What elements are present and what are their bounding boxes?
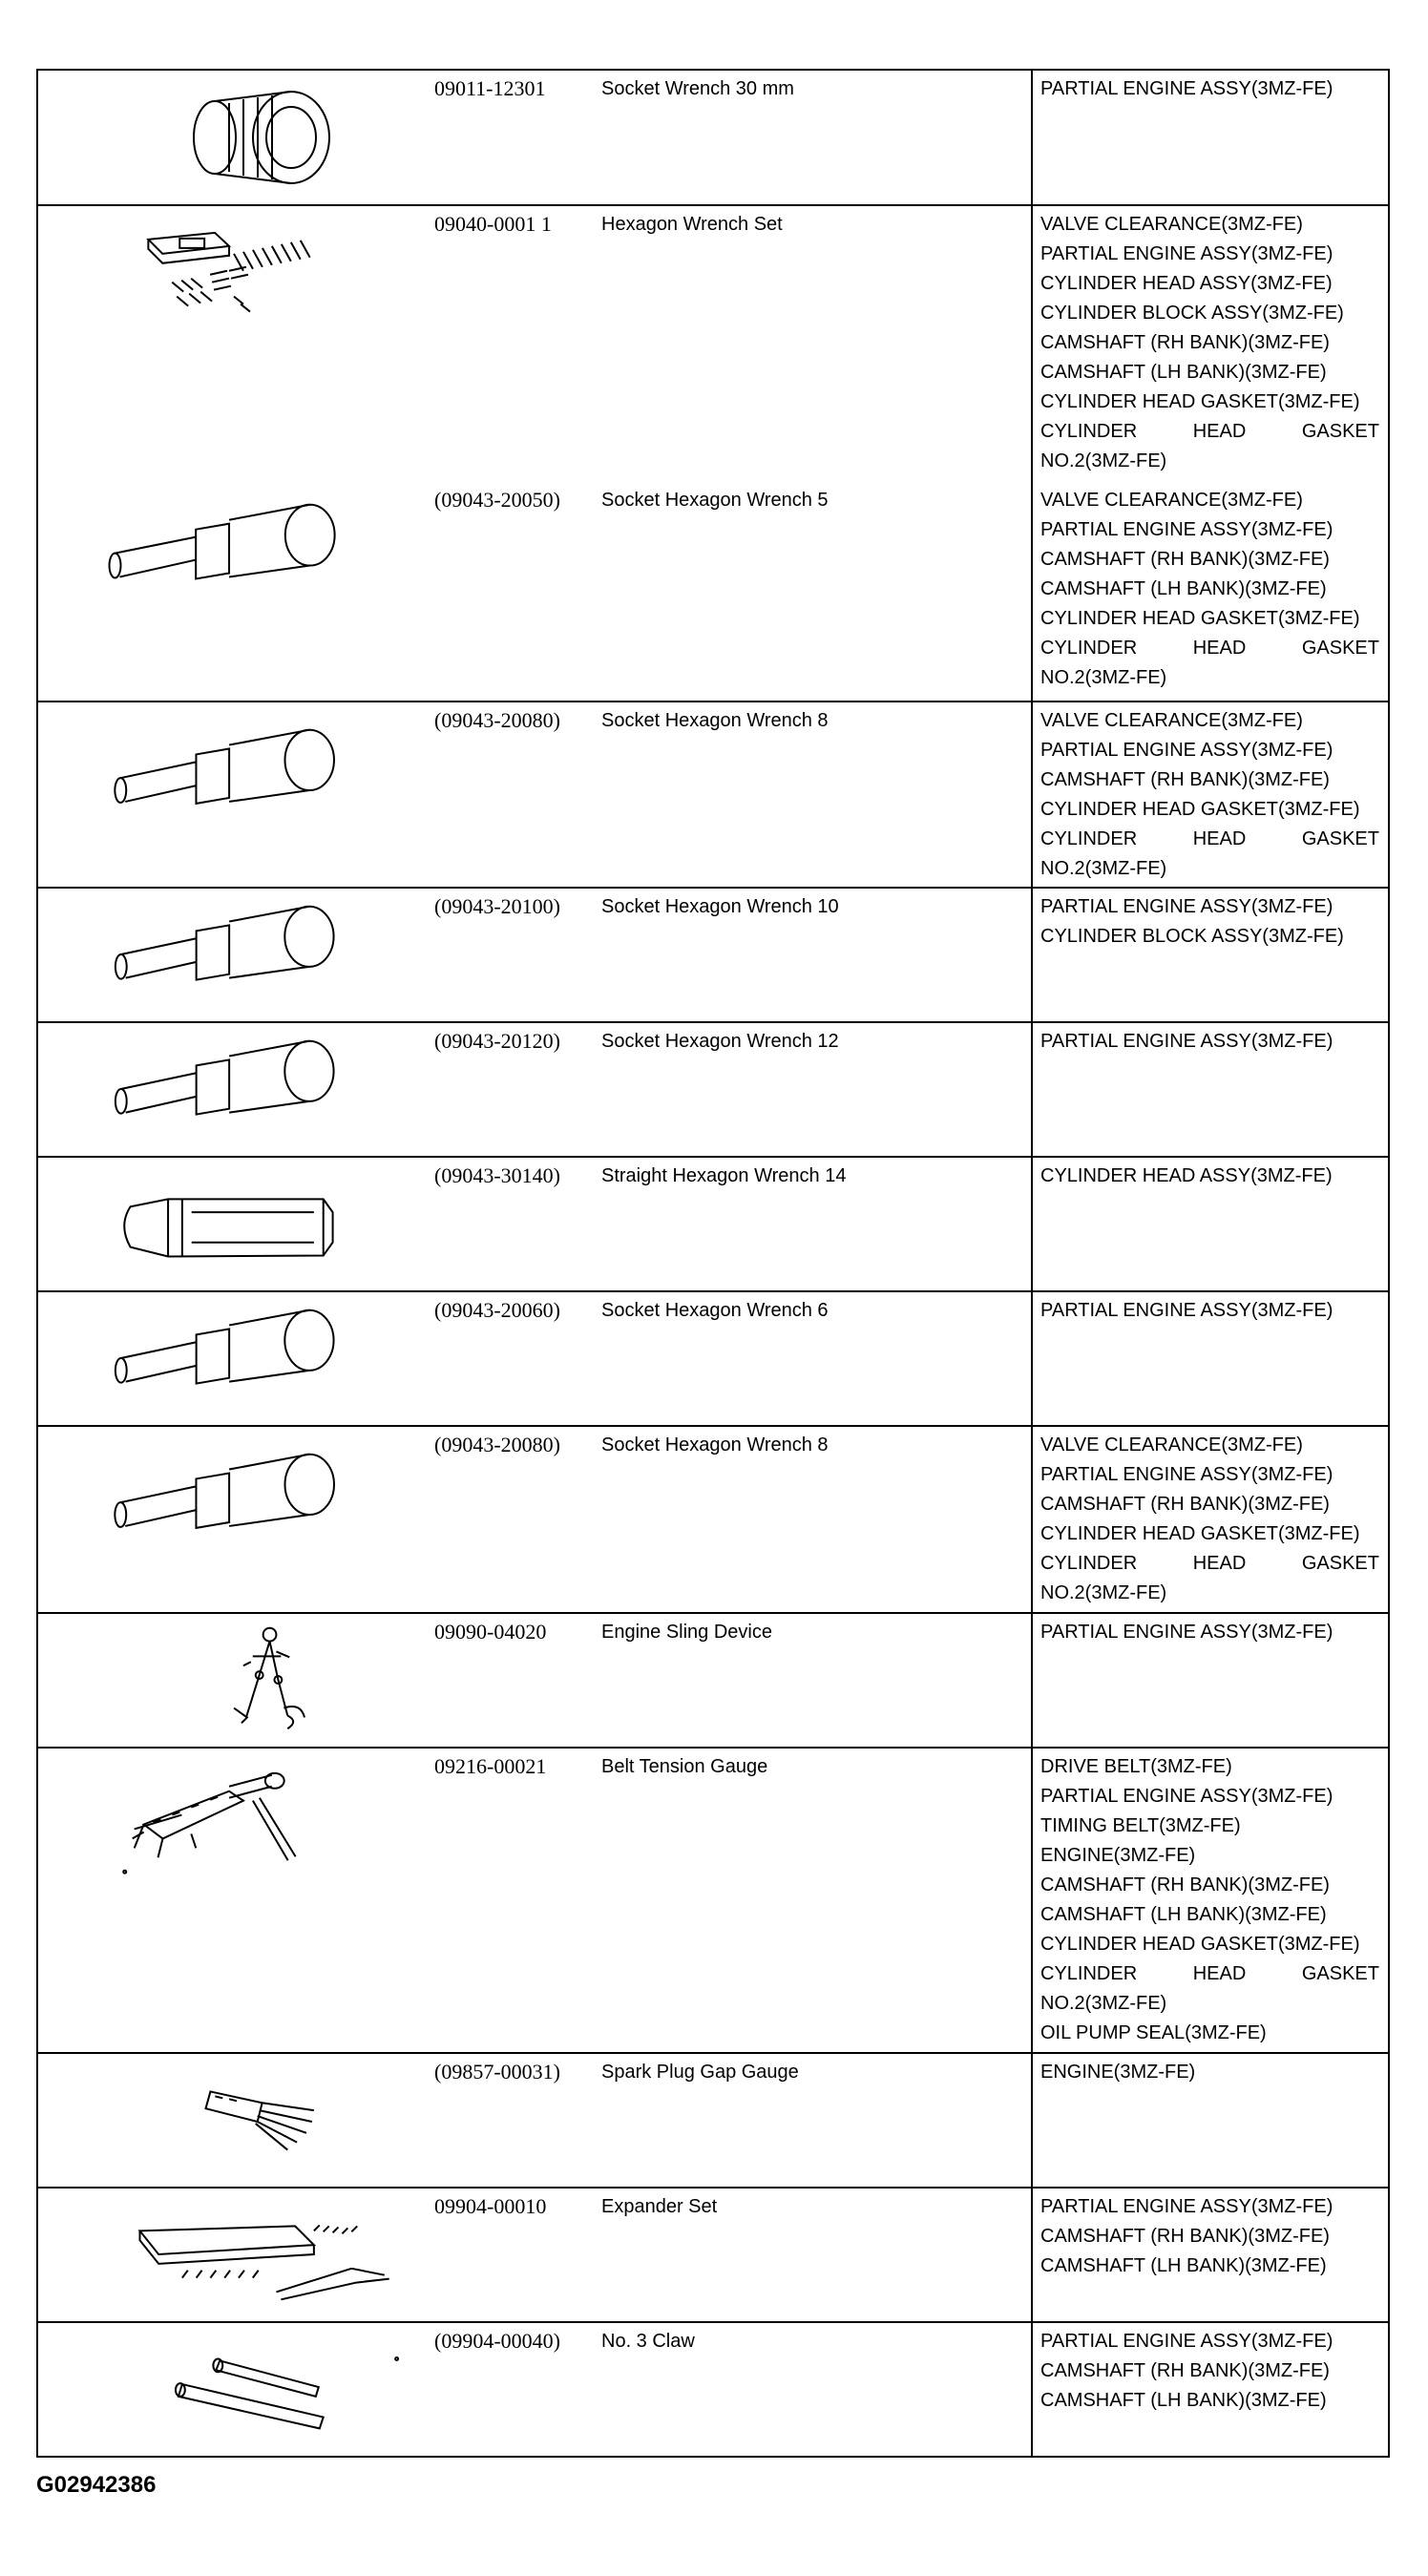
use-item: CAMSHAFT (LH BANK)(3MZ-FE) <box>1040 2390 1327 2411</box>
uses-list <box>1040 706 1379 884</box>
tool-name: Socket Hexagon Wrench 10 <box>601 896 839 917</box>
tool-name: Socket Hexagon Wrench 6 <box>601 1300 829 1321</box>
use-item: CYLINDER HEAD GASKET(3MZ-FE) <box>1040 1934 1360 1955</box>
table-row <box>38 1290 1388 1425</box>
use-item: PARTIAL ENGINE ASSY(3MZ-FE) <box>1040 1464 1334 1485</box>
uses-list <box>1040 1162 1379 1191</box>
uses-list <box>1040 1752 1379 2048</box>
use-item: CYLINDER HEAD GASKET(3MZ-FE) <box>1040 799 1360 820</box>
tool-name: Socket Hexagon Wrench 5 <box>601 490 829 511</box>
tool-name: Engine Sling Device <box>601 1622 772 1643</box>
special-service-tools-table <box>36 69 1390 2458</box>
table-row <box>38 1156 1388 1290</box>
use-item: CYLINDER BLOCK ASSY(3MZ-FE) <box>1040 303 1344 324</box>
use-item: CYLINDER HEAD GASKET <box>1040 1963 1379 1984</box>
uses-list <box>1040 1296 1379 1326</box>
use-item: PARTIAL ENGINE ASSY(3MZ-FE) <box>1040 78 1334 99</box>
socket-wrench-illustration <box>38 71 439 204</box>
uses-list <box>1040 210 1379 476</box>
table-row <box>38 204 1388 701</box>
table-row <box>38 2187 1388 2321</box>
socket-hexagon-wrench-illustration <box>38 1023 439 1156</box>
use-item: CAMSHAFT (RH BANK)(3MZ-FE) <box>1040 1874 1330 1895</box>
tool-name: Spark Plug Gap Gauge <box>601 2062 799 2083</box>
use-item: NO.2(3MZ-FE) <box>1040 667 1167 688</box>
use-item: CYLINDER HEAD GASKET(3MZ-FE) <box>1040 608 1360 629</box>
use-item: DRIVE BELT(3MZ-FE) <box>1040 1756 1232 1777</box>
tool-name: Hexagon Wrench Set <box>601 214 783 235</box>
use-item: CAMSHAFT (RH BANK)(3MZ-FE) <box>1040 2360 1330 2381</box>
claw-illustration <box>38 2323 439 2456</box>
uses-list <box>1040 1027 1379 1057</box>
use-item: ENGINE(3MZ-FE) <box>1040 1845 1196 1866</box>
tool-name: Socket Hexagon Wrench 8 <box>601 710 829 731</box>
tool-name: Socket Hexagon Wrench 8 <box>601 1435 829 1456</box>
use-item: NO.2(3MZ-FE) <box>1040 858 1167 879</box>
part-number: (09043-20080) <box>434 708 560 732</box>
use-item: PARTIAL ENGINE ASSY(3MZ-FE) <box>1040 519 1334 540</box>
part-number: (09043-20060) <box>434 1298 560 1322</box>
tool-name: Belt Tension Gauge <box>601 1756 768 1777</box>
use-item: CAMSHAFT (RH BANK)(3MZ-FE) <box>1040 549 1330 570</box>
belt-tension-gauge-illustration <box>38 1749 439 2052</box>
use-item: CYLINDER HEAD GASKET <box>1040 638 1379 659</box>
use-item: CYLINDER HEAD GASKET(3MZ-FE) <box>1040 391 1360 412</box>
uses-list <box>1040 1431 1379 1608</box>
use-item: CYLINDER HEAD ASSY(3MZ-FE) <box>1040 273 1333 294</box>
tool-name: No. 3 Claw <box>601 2331 695 2352</box>
use-item: PARTIAL ENGINE ASSY(3MZ-FE) <box>1040 896 1334 917</box>
hexagon-wrench-set-illustration <box>38 206 439 701</box>
use-item: NO.2(3MZ-FE) <box>1040 1582 1167 1603</box>
straight-hexagon-wrench-illustration <box>38 1158 439 1290</box>
table-row <box>38 1425 1388 1612</box>
use-item: CYLINDER BLOCK ASSY(3MZ-FE) <box>1040 926 1344 947</box>
engine-sling-device-illustration <box>38 1614 439 1747</box>
use-item: OIL PUMP SEAL(3MZ-FE) <box>1040 2022 1267 2043</box>
part-number: (09043-20120) <box>434 1029 560 1053</box>
tool-name: Expander Set <box>601 2196 718 2217</box>
table-row <box>38 71 1388 204</box>
table-row <box>38 887 1388 1021</box>
use-item: NO.2(3MZ-FE) <box>1040 1993 1167 2014</box>
use-item: PARTIAL ENGINE ASSY(3MZ-FE) <box>1040 1786 1334 1807</box>
part-number: 09011-12301 <box>434 76 546 100</box>
socket-hexagon-wrench-illustration <box>38 702 439 887</box>
use-item: CYLINDER HEAD ASSY(3MZ-FE) <box>1040 1165 1333 1186</box>
use-item: VALVE CLEARANCE(3MZ-FE) <box>1040 710 1303 731</box>
uses-list <box>1040 74 1379 104</box>
part-number: 09040-0001 1 <box>434 212 552 236</box>
uses-list <box>1040 2058 1379 2087</box>
use-item: PARTIAL ENGINE ASSY(3MZ-FE) <box>1040 243 1334 264</box>
use-item: CAMSHAFT (LH BANK)(3MZ-FE) <box>1040 2255 1327 2276</box>
tool-name: Straight Hexagon Wrench 14 <box>601 1165 847 1186</box>
table-row <box>38 1612 1388 1747</box>
table-row <box>38 2052 1388 2187</box>
use-item: PARTIAL ENGINE ASSY(3MZ-FE) <box>1040 1031 1334 1052</box>
use-item: CAMSHAFT (RH BANK)(3MZ-FE) <box>1040 1494 1330 1515</box>
uses-list <box>1040 2327 1379 2416</box>
uses-list <box>1040 486 1379 693</box>
tool-name: Socket Wrench 30 mm <box>601 78 794 99</box>
use-item: CAMSHAFT (LH BANK)(3MZ-FE) <box>1040 362 1327 383</box>
part-number: (09043-20050) <box>434 488 560 512</box>
use-item: TIMING BELT(3MZ-FE) <box>1040 1815 1241 1836</box>
use-item: CYLINDER HEAD GASKET(3MZ-FE) <box>1040 1523 1360 1544</box>
use-item: PARTIAL ENGINE ASSY(3MZ-FE) <box>1040 1622 1334 1643</box>
expander-set-illustration <box>38 2189 439 2321</box>
part-number: 09090-04020 <box>434 1620 547 1644</box>
use-item: CYLINDER HEAD GASKET <box>1040 1553 1379 1574</box>
part-number: (09043-20080) <box>434 1433 560 1456</box>
use-item: CYLINDER HEAD GASKET <box>1040 421 1379 442</box>
part-number: (09043-30140) <box>434 1163 560 1187</box>
use-item: CAMSHAFT (LH BANK)(3MZ-FE) <box>1040 578 1327 599</box>
uses-list <box>1040 892 1379 952</box>
table-row <box>38 2321 1388 2456</box>
socket-hexagon-wrench-illustration <box>38 1292 439 1425</box>
use-item: CYLINDER HEAD GASKET <box>1040 828 1379 849</box>
table-row <box>38 1747 1388 2052</box>
use-item: VALVE CLEARANCE(3MZ-FE) <box>1040 1435 1303 1456</box>
socket-hexagon-wrench-illustration <box>38 1427 439 1612</box>
socket-hexagon-wrench-illustration <box>38 889 439 1021</box>
use-item: PARTIAL ENGINE ASSY(3MZ-FE) <box>1040 2196 1334 2217</box>
part-number: (09857-00031) <box>434 2060 560 2084</box>
use-item: CAMSHAFT (LH BANK)(3MZ-FE) <box>1040 1904 1327 1925</box>
use-item: PARTIAL ENGINE ASSY(3MZ-FE) <box>1040 2331 1334 2352</box>
part-number: (09904-00040) <box>434 2329 560 2353</box>
uses-list <box>1040 1618 1379 1647</box>
part-number: 09216-00021 <box>434 1754 547 1778</box>
use-item: CAMSHAFT (RH BANK)(3MZ-FE) <box>1040 2226 1330 2247</box>
figure-id: G02942386 <box>36 2472 157 2498</box>
part-number: 09904-00010 <box>434 2194 547 2218</box>
use-item: PARTIAL ENGINE ASSY(3MZ-FE) <box>1040 1300 1334 1321</box>
part-number: (09043-20100) <box>434 894 560 918</box>
table-row <box>38 1021 1388 1156</box>
spark-plug-gap-gauge-illustration <box>38 2054 439 2187</box>
use-item: ENGINE(3MZ-FE) <box>1040 2062 1196 2083</box>
uses-list <box>1040 2192 1379 2281</box>
use-item: CAMSHAFT (RH BANK)(3MZ-FE) <box>1040 769 1330 790</box>
use-item: CAMSHAFT (RH BANK)(3MZ-FE) <box>1040 332 1330 353</box>
use-item: NO.2(3MZ-FE) <box>1040 450 1167 471</box>
table-row <box>38 701 1388 887</box>
use-item: VALVE CLEARANCE(3MZ-FE) <box>1040 214 1303 235</box>
tool-name: Socket Hexagon Wrench 12 <box>601 1031 839 1052</box>
use-item: PARTIAL ENGINE ASSY(3MZ-FE) <box>1040 740 1334 761</box>
use-item: VALVE CLEARANCE(3MZ-FE) <box>1040 490 1303 511</box>
